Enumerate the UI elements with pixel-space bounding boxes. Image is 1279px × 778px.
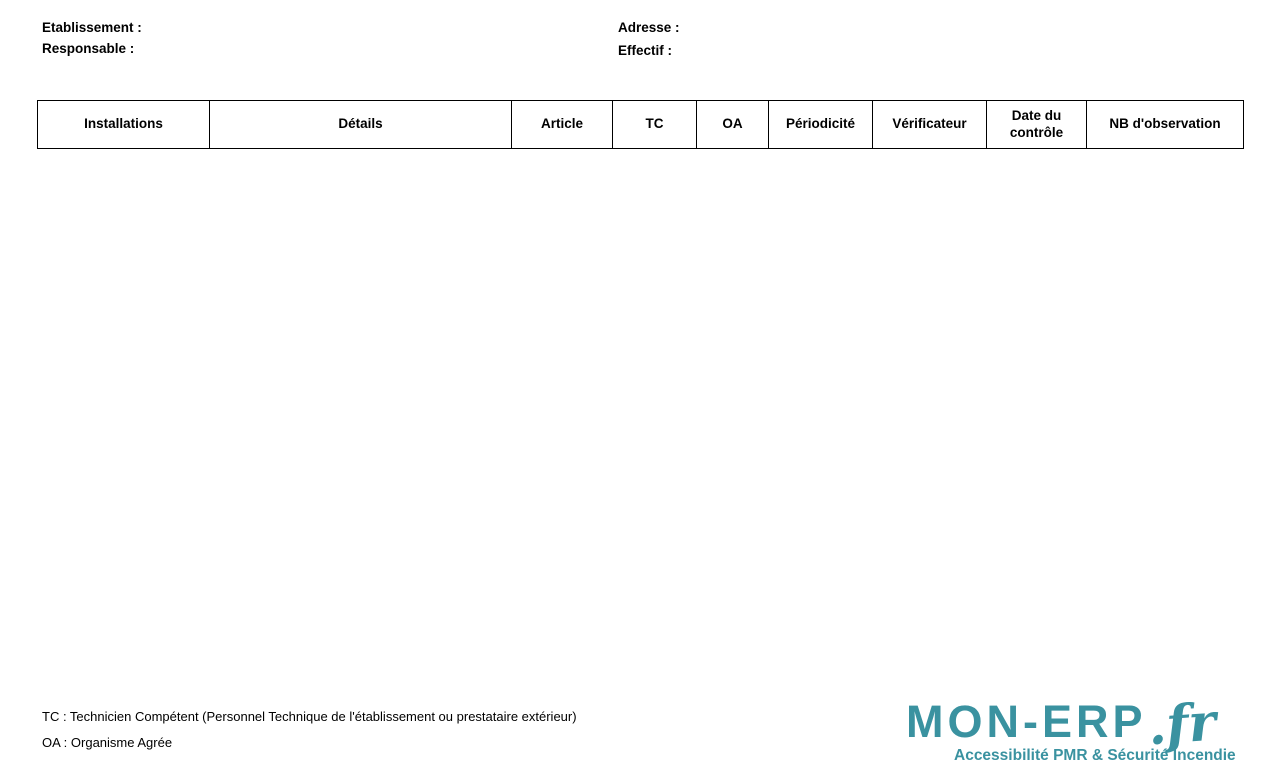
table-row xyxy=(38,374,1244,395)
col-header-installations: Installations xyxy=(38,101,210,149)
adresse-label: Adresse : xyxy=(618,20,680,35)
table-row xyxy=(38,648,1244,669)
col-header-article: Article xyxy=(512,101,613,149)
col-header-oa: OA xyxy=(697,101,769,149)
col-header-verificateur: Vérificateur xyxy=(873,101,987,149)
table-row xyxy=(38,172,1244,231)
table-row xyxy=(38,290,1244,311)
table-row xyxy=(38,606,1244,627)
col-header-periodicite: Périodicité xyxy=(769,101,873,149)
table-row xyxy=(38,522,1244,543)
table-row xyxy=(38,149,1244,172)
table-row xyxy=(38,438,1244,459)
table-row xyxy=(38,231,1244,252)
table-row xyxy=(38,417,1244,438)
table-row xyxy=(38,480,1244,501)
verification-table xyxy=(37,100,1244,690)
logo-text: MON-ERP xyxy=(906,696,1147,747)
col-header-date-controle: Date du contrôle xyxy=(987,101,1087,149)
footnote-tc: TC : Technicien Compétent (Personnel Technique de l'établissement ou prestataire extérieur) xyxy=(42,709,577,724)
table-row xyxy=(38,332,1244,353)
col-header-nb-observation: NB d'observation xyxy=(1087,101,1244,149)
table-row xyxy=(38,585,1244,606)
table-row xyxy=(38,543,1244,564)
footnote-oa: OA : Organisme Agrée xyxy=(42,735,173,750)
effectif-label: Effectif : xyxy=(618,43,672,58)
logo-tagline: Accessibilité PMR & Sécurité Incendie xyxy=(954,747,1236,764)
col-header-tc: TC xyxy=(613,101,697,149)
table-header-row xyxy=(38,101,1244,149)
table-row xyxy=(38,395,1244,417)
etablissement-label: Etablissement : xyxy=(42,20,142,35)
table-row xyxy=(38,669,1244,690)
responsable-label: Responsable : xyxy=(42,41,135,56)
col-header-details: Détails xyxy=(210,101,512,149)
table-row xyxy=(38,311,1244,332)
mon-erp-logo xyxy=(906,691,1256,765)
table-row xyxy=(38,459,1244,480)
table-row xyxy=(38,501,1244,522)
logo-fr-suffix: .fr xyxy=(1145,691,1218,758)
table-row xyxy=(38,564,1244,585)
table-row xyxy=(38,627,1244,648)
table-row xyxy=(38,252,1244,290)
table-row xyxy=(38,353,1244,374)
